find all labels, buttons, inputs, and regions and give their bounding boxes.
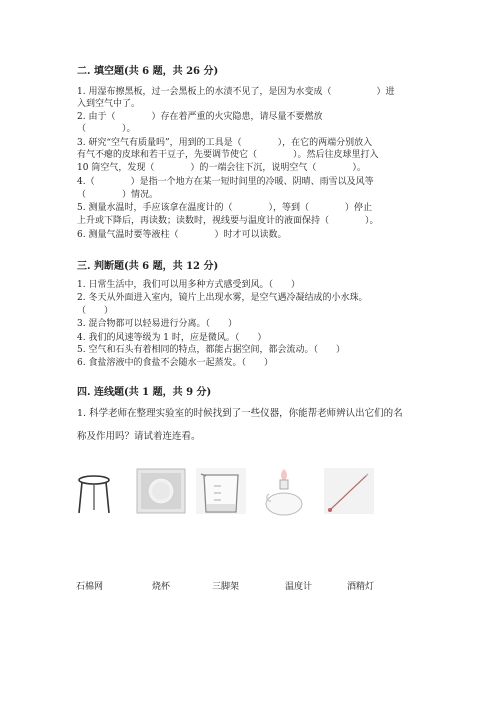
fill-in-line: 有气不瘪的皮球和若干豆子，先要调节使它（ ）。然后往皮球里打入 [77,150,379,160]
fill-in-line: 6. 测量气温时要等液柱（ ）时才可以读数。 [77,230,287,240]
section-true-false-title: 三. 判断题(共 6 题，共 12 分) [77,261,219,272]
asbestos-gauze-image [134,466,188,516]
beaker-image [194,466,248,516]
section-matching-title: 四. 连线题(共 1 题，共 9 分) [77,387,212,398]
tripod-stand-image [72,466,126,516]
caption-asbestos-gauze: 石棉网 [76,582,104,592]
fill-in-line: 上升或下降后，再读数；读数时，视线要与温度计的液面保持（ ）。 [77,216,379,226]
thermometer-image [322,466,376,516]
fill-in-line: 2. 由于（ ）存在着严重的火灾隐患，请尽量不要燃放 [77,112,323,122]
matching-instruction: 1. 科学老师在整理实验室的时候找到了一些仪器，你能帮老师辨认出它们的名 [77,408,403,419]
alcohol-lamp-image [257,466,311,516]
fill-in-line: 4.（ ）是指一个地方在某一短时间里的冷暖、阴晴、雨雪以及风等 [77,177,374,187]
true-false-line: 3. 混合物都可以轻易进行分离。（ ） [77,319,237,329]
caption-alcohol-lamp: 酒精灯 [347,582,375,592]
fill-in-line: 入到空气中了。 [77,99,141,109]
true-false-line: 5. 空气和石头有着相同的特点，都能占据空间，都会流动。（ ） [77,345,345,355]
fill-in-line: （ ）。 [77,124,136,134]
caption-beaker: 烧杯 [152,582,171,592]
true-false-line: （ ） [77,306,114,316]
fill-in-line: 5. 测量水温时，手应该拿在温度计的（ ），等到（ ）停止 [77,203,372,213]
fill-in-line: 3. 研究“空气有质量吗”，用到的工具是（ ），在它的两端分别放入 [77,138,373,148]
caption-tripod: 三脚架 [212,582,240,592]
true-false-line: 4. 我们的风速等级为 1 时，应是微风。（ ） [77,333,267,343]
fill-in-line: （ ）情况。 [77,190,159,200]
true-false-line: 6. 食盐溶液中的食盐不会随水一起蒸发。（ ） [77,358,273,368]
true-false-line: 1. 日常生活中，我们可以用多种方式感受到风。（ ） [77,280,300,290]
matching-instruction: 称及作用吗？请试着连连看。 [77,431,201,442]
section-fill-in-title: 二. 填空题(共 6 题，共 26 分) [77,66,219,77]
caption-thermometer: 温度计 [285,582,313,592]
fill-in-line: 1. 用湿布擦黑板，过一会黑板上的水渍不见了，是因为水变成（ ）进 [77,87,395,97]
true-false-line: 2. 冬天从外面进入室内，镜片上出现水雾，是空气遇冷凝结成的小水珠。 [77,293,368,303]
fill-in-line: 10 筒空气，发现（ ）的一端会往下沉，说明空气（ ）。 [77,163,366,173]
